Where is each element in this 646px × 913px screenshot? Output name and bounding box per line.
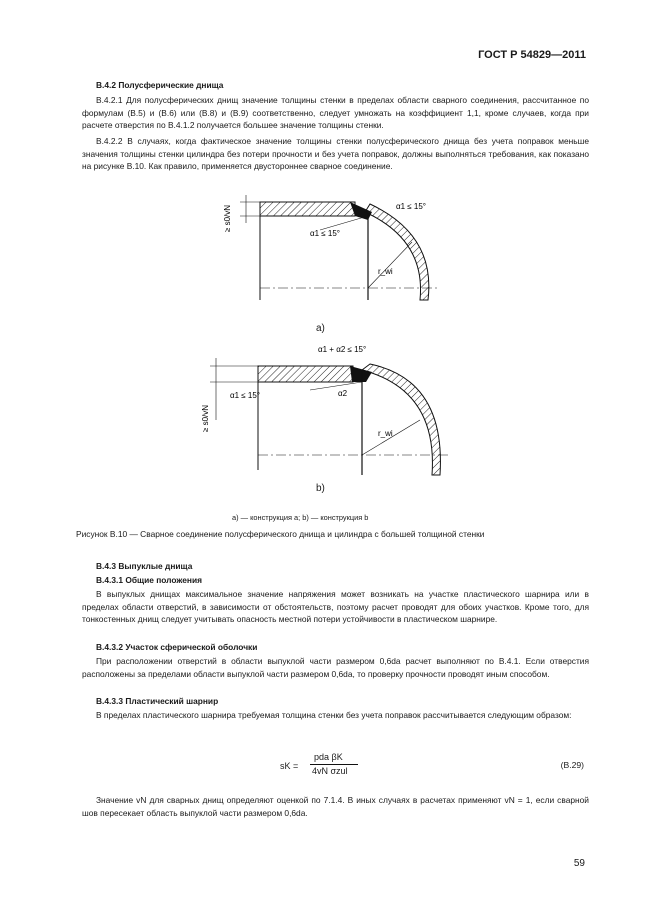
paragraph-b432: При расположении отверстий в области выпуклой части размером 0,6dа расчет выполняют по В.4.1. Если отверстия расположены за пределами области выпуклой части размером 0,6dа, то проверку прочности проводят иным способом. — [82, 656, 589, 679]
paragraph-closing: Значение vN для сварных днищ определяют оценкой по 7.1.4. В иных случаях в расчетах применяют vN = 1, если сварной шов пересекает область выпуклой части размером 0,6dа. — [82, 795, 589, 818]
figure-b-drawing — [200, 340, 460, 480]
radius-label-b: r_wi — [378, 429, 393, 438]
radius-label-a: r_wi — [378, 267, 393, 276]
figure-legend: a) — конструкция a; b) — конструкция b — [232, 513, 369, 522]
section-b43-title: B.4.3 Выпуклые днища — [96, 561, 193, 571]
thickness-label-a: ≥ s0/vN — [223, 204, 232, 232]
section-b431-title: B.4.3.1 Общие положения — [96, 575, 202, 585]
figure-caption: Рисунок B.10 — Сварное соединение полусферического днища и цилиндра с большей толщиной стенки — [76, 529, 485, 539]
figure-a-label: a) — [316, 323, 325, 334]
paragraph-b433: В пределах пластического шарнира требуемая толщина стенки без учета поправок рассчитывается следующим образом: — [96, 710, 572, 720]
formula-bar — [310, 764, 358, 765]
figure-b-label: b) — [316, 483, 325, 494]
angle1-label-b: α1 ≤ 15° — [230, 391, 261, 400]
section-b432-title: B.4.3.2 Участок сферической оболочки — [96, 642, 258, 652]
cylinder-wall-a — [260, 202, 355, 216]
paragraph-b431: В выпуклых днищах максимальное значение напряжения может возникать на участке пластического шарнира или в пределах области отверстий, в зависимости от обстоятельств, поэтому расчет проводят для обоих участков. Кроме того, для тонкостенных днищ следует учитывать опасность местной потери устойчивости в пластическом шарнире. — [82, 589, 589, 625]
section-b433-title: B.4.3.3 Пластический шарнир — [96, 696, 219, 706]
formula-numerator: pdа βK — [314, 752, 343, 762]
figure-a-drawing — [200, 190, 460, 320]
paragraph-b421: B.4.2.1 Для полусферических днищ значение толщины стенки в пределах области сварного соединения, рассчитанное по формулам (B.5) и (B.6) или (B.8) и (B.9) соответственно, следует умножать на коэффициент 1,1, кроме случаев, когда при расчете отверстия по В.4.1.2 получается большее значение толщины стенки. — [82, 95, 589, 131]
head-shell-b — [362, 364, 440, 475]
equation-number: (B.29) — [560, 760, 584, 770]
cylinder-wall-b — [258, 366, 353, 382]
head-shell-a — [365, 204, 429, 300]
formula-lhs: sK = — [280, 761, 299, 771]
formula-denominator: 4vN σzul — [312, 766, 348, 776]
page-number: 59 — [573, 858, 585, 869]
angle-sum-label-b: α1 + α2 ≤ 15° — [318, 345, 367, 354]
section-b42-title: B.4.2 Полусферические днища — [96, 80, 224, 90]
paragraph-b422: B.4.2.2 В случаях, когда фактическое значение толщины стенки полусферического днища без учета поправок меньше значения толщины стенки цилиндра без потери прочности и без учета поправок, должны выполняться требования, как показано на рисунке В.10. Как правило, применяется двустороннее сварное соединение. — [82, 136, 589, 172]
thickness-label-b: ≥ s0/vN — [201, 404, 210, 432]
standard-header: ГОСТ Р 54829—2011 — [478, 49, 586, 61]
angle-inner-label-a: α1 ≤ 15° — [310, 229, 341, 238]
angle-top-label-a: α1 ≤ 15° — [396, 202, 427, 211]
angle2-label-b: α2 — [338, 389, 348, 398]
